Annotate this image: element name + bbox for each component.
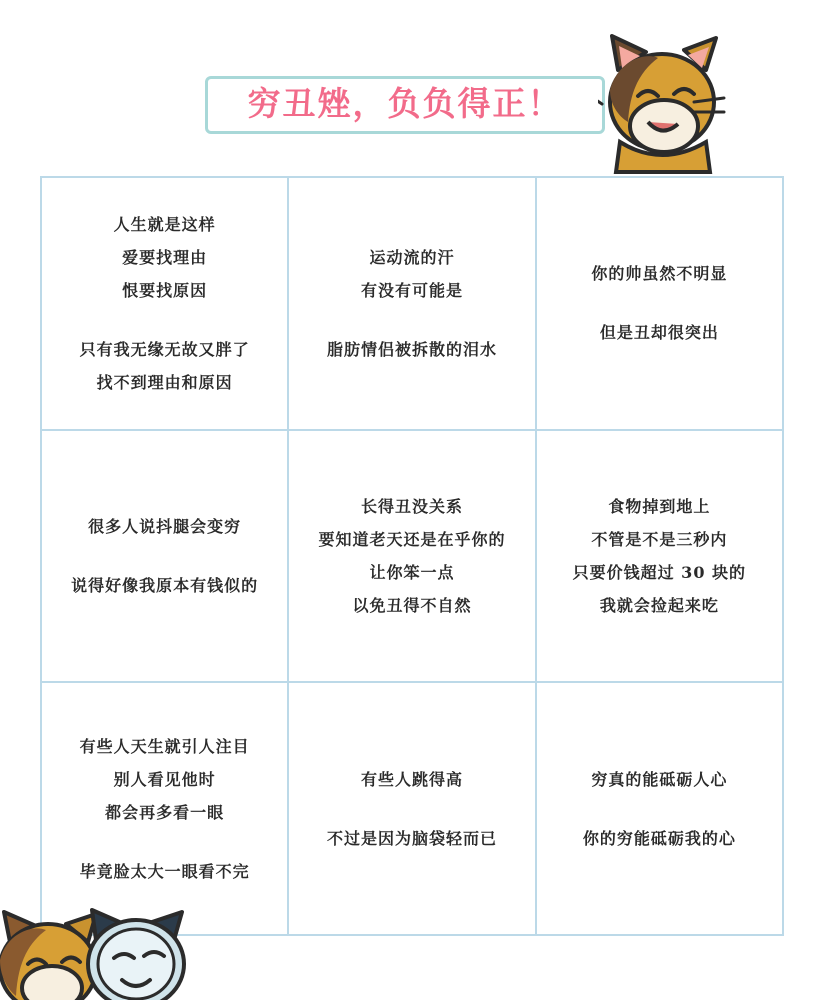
quote-grid xyxy=(40,176,784,936)
grid-cell xyxy=(289,683,536,936)
quote-line: 长得丑没关系 xyxy=(360,496,463,516)
cell-bottom-block xyxy=(54,855,275,888)
quote-line: 人生就是这样 xyxy=(113,214,216,234)
quote-line: 都会再多看一眼 xyxy=(105,802,225,822)
quote-line: 爱要找理由 xyxy=(122,247,208,267)
cell-bottom-block xyxy=(301,333,522,366)
grid-cell xyxy=(537,431,784,684)
quote-line: 只要价钱超过 30 块的 xyxy=(572,562,747,582)
quote-line: 我就会捡起来吃 xyxy=(599,595,719,615)
grid-cell xyxy=(289,178,536,431)
quote-line: 不管是不是三秒内 xyxy=(591,529,728,549)
quote-line: 有些人跳得高 xyxy=(360,769,463,789)
cat-mascot-icon xyxy=(598,30,728,175)
cell-bottom-block xyxy=(54,333,275,399)
cell-bottom-block xyxy=(54,569,275,602)
grid-cell xyxy=(42,178,289,431)
title-banner xyxy=(205,76,605,136)
quote-line: 不过是因为脑袋轻而已 xyxy=(326,828,497,848)
quote-line: 运动流的汗 xyxy=(369,247,455,267)
quote-line: 有些人天生就引人注目 xyxy=(79,736,250,756)
cell-top-block xyxy=(301,763,522,796)
quote-line: 找不到理由和原因 xyxy=(96,372,233,392)
quote-line: 穷真的能砥砺人心 xyxy=(591,769,728,789)
quote-line: 以免丑得不自然 xyxy=(352,595,472,615)
grid-cell xyxy=(42,683,289,936)
cell-bottom-block xyxy=(301,822,522,855)
cell-top-block xyxy=(54,510,275,543)
quote-line: 脂肪情侣被拆散的泪水 xyxy=(326,339,497,359)
grid-cell xyxy=(289,431,536,684)
grid-cell xyxy=(537,178,784,431)
quote-line: 很多人说抖腿会变穷 xyxy=(88,516,242,536)
quote-line: 你的穷能砥砺我的心 xyxy=(582,828,736,848)
page-title: 穷丑矬，负负得正！ xyxy=(247,84,563,123)
cell-bottom-block xyxy=(549,316,770,349)
quote-line: 要知道老天还是在乎你的 xyxy=(318,529,506,549)
quote-line: 只有我无缘无故又胖了 xyxy=(79,339,250,359)
grid-cell xyxy=(537,683,784,936)
quote-line: 让你笨一点 xyxy=(369,562,455,582)
quote-line: 食物掉到地上 xyxy=(608,496,711,516)
cell-top-block xyxy=(301,241,522,307)
cell-top-block xyxy=(549,763,770,796)
cell-bottom-block xyxy=(549,822,770,855)
quote-line: 有没有可能是 xyxy=(360,280,463,300)
cell-top-block xyxy=(54,730,275,829)
quote-line: 别人看见他时 xyxy=(113,769,216,789)
quote-line: 但是丑却很突出 xyxy=(599,323,719,343)
quote-line: 说得好像我原本有钱似的 xyxy=(71,575,259,595)
grid-cell xyxy=(42,431,289,684)
quote-line: 你的帅虽然不明显 xyxy=(591,264,728,284)
cell-top-block xyxy=(301,490,522,622)
quote-line: 恨要找原因 xyxy=(122,280,208,300)
quote-line: 毕竟脸太大一眼看不完 xyxy=(79,861,250,881)
cell-top-block xyxy=(54,208,275,307)
cell-top-block xyxy=(549,490,770,622)
cell-top-block xyxy=(549,257,770,290)
cat-face-icon xyxy=(82,900,202,1000)
